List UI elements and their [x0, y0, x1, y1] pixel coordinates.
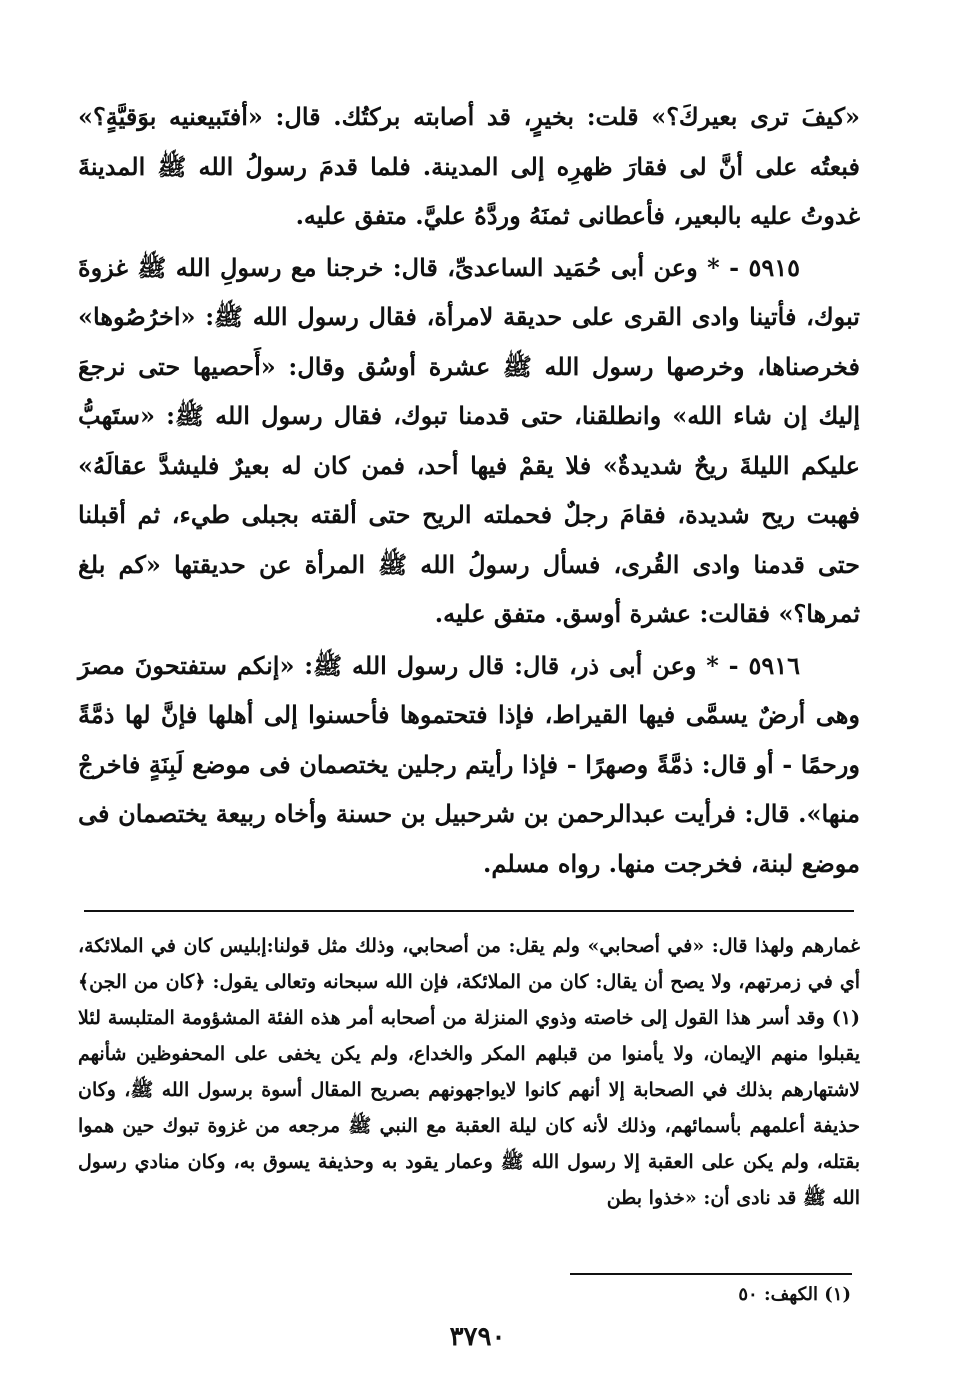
page-number: ٣٧٩٠ [449, 1322, 506, 1352]
paragraph-hadith-continuation: «كيفَ ترى بعيركَ؟» قلت: بخيرٍ، قد أصابته بركتُك. قال: «أفتَبيعنيه بوَقيَّةٍ؟» فبعتُه على أنَّ لى فقارَ ظهرِه إلى المدينة. فلما قدمَ رسولُ الله ﷺ المدينةَ غدوتُ عليه بالبعير، فأعطانى ثمنَهُ وردَّهُ عليَّ. متفق عليه. [78, 102, 860, 230]
commentary-paragraph: غمارهم ولهذا قال: «في أصحابي» ولم يقل: من أصحابي، وذلك مثل قولنا:إبليس كان في الملائكة، أي في زمرتهم، ولا يصح أن يقال: كان من الملائكة، فإن الله سبحانه وتعالى يقول: ﴿كان من الجن﴾(١) وقد أسر هذا القول إلى خاصته وذوي المنزلة من أصحابه أمر هذه الفئة المشؤومة المتلبسة لئلا يقبلوا منهم الإيمان، ولا يأمنوا من قبلهم المكر والخداع، ولم يكن يخفى على المحفوظين شأنهم لاشتهارهم بذلك في الصحابة إلا أنهم كانوا لايواجهونهم بصريح المقال أسوة برسول الله ﷺ، وكان حذيفة أعلمهم بأسمائهم، وذلك لأنه كان ليلة العقبة مع النبي ﷺ مرجعه من غزوة تبوك حين هموا بقتله، ولم يكن على العقبة إلا رسول الله ﷺ وعمار يقود به وحذيفة يسوق به، وكان منادي رسول الله ﷺ قد نادى أن: «خذوا بطن [78, 935, 860, 1209]
paragraph-hadith-5915: ٥٩١٥ - * وعن أبى حُمَيد الساعدىِّ، قال: خرجنا مع رسولِ الله ﷺ غزوةَ تبوك، فأتينا وادى القرى على حديقة لامرأة، فقال رسول الله ﷺ: «اخرُصُوها» فخرصناها، وخرصها رسول الله ﷺ عشرة أوسُق وقال: «أَحصيها حتى نرجعَ إليك إن شاء الله» وانطلقنا، حتى قدمنا تبوك، فقال رسول الله ﷺ: «ستَهبُّ عليكم الليلةَ ريحٌ شديدةٌ» فلا يقمْ فيها أحد، فمن كان له بعيرٌ فليشدَّ عقالَهُ» فهبت ريح شديدة، فقامَ رجلٌ فحملته الريح حتى ألقته بجبلى طيء، ثم أقبلنا حتى قدمنا وادى القُرى، فسأل رسولُ الله ﷺ المرأة عن حديقتها «كم بلغ ثمرها؟» فقالت: عشرة أوسق. متفق عليه. [78, 252, 860, 628]
main-body-text [78, 92, 860, 888]
footnote: (١) الكهف: ٥٠ [738, 1284, 851, 1305]
footnote-divider-line [570, 1273, 852, 1275]
commentary-notes [78, 928, 860, 1216]
main-divider-line [84, 910, 854, 912]
paragraph-hadith-5916: ٥٩١٦ - * وعن أبى ذر، قال: قال رسول الله ﷺ: «إنكم ستفتحونَ مصرَ وهى أرضٌ يسمَّى فيها القيراط، فإذا فتحتموها فأحسنوا إلى أهلها فإنَّ لها ذمَّةً ورحمًا - أو قال: ذمَّةً وصهرًا - فإذا رأيتم رجلين يختصمان فى موضع لَبِنَةٍ فاخرجْ منها». قال: فرأيت عبدالرحمن بن شرحبيل بن حسنة وأخاه ربيعة يختصمان فى موضع لبنة، فخرجت منها. رواه مسلم. [78, 650, 860, 878]
